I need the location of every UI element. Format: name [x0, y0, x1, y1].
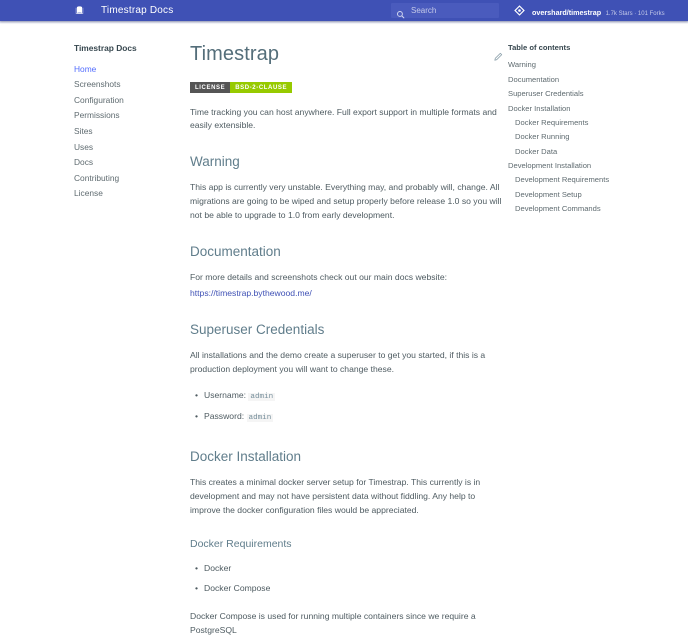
intro-paragraph: Time tracking you can host anywhere. Full export support in multiple formats and easily extensible. — [190, 106, 497, 131]
username-value: admin — [250, 392, 274, 401]
search-box[interactable] — [391, 3, 499, 18]
book-icon — [74, 4, 85, 17]
repo-link[interactable] — [513, 2, 665, 19]
sidebar-item-permissions[interactable]: Permissions — [74, 110, 120, 121]
list-item-password — [204, 406, 508, 428]
pencil-edit-icon[interactable] — [493, 49, 504, 60]
toc-item-development-installation[interactable]: Development Installation — [508, 161, 592, 171]
heading-documentation: Documentation — [190, 244, 281, 260]
password-label: Password: — [204, 411, 245, 422]
app-bar — [0, 0, 688, 21]
password-value: admin — [248, 414, 272, 423]
toc-item-development-commands[interactable]: Development Commands — [515, 204, 601, 214]
list-item-username — [204, 385, 508, 407]
docker-installation-paragraph: This creates a minimal docker server setup for Timestrap. This currently is in development and may not have persistent data without fiddling. Any help to improve the docker configuration files would be appreciated. — [190, 477, 481, 515]
search-input[interactable] — [411, 6, 494, 15]
username-label: Username: — [204, 389, 247, 400]
toc-item-docker-requirements[interactable]: Docker Requirements — [515, 117, 589, 127]
repo-name: overshard/timestrap — [532, 8, 602, 17]
superuser-paragraph: All installations and the demo create a superuser to get you started, if this is a production deployment you will want to change these. — [190, 349, 486, 374]
heading-docker-requirements: Docker Requirements — [190, 537, 292, 550]
toc-item-superuser-credentials[interactable]: Superuser Credentials — [508, 89, 584, 99]
sidebar-item-sites[interactable]: Sites — [74, 125, 93, 136]
sidebar-item-license[interactable]: License — [74, 188, 103, 199]
documentation-paragraph: For more details and screenshots check out our main docs website: — [190, 272, 447, 283]
list-item: • Docker Compose — [204, 578, 508, 598]
toc-heading: Table of contents — [508, 43, 571, 52]
toc-item-docker-installation[interactable]: Docker Installation — [508, 103, 571, 113]
license-badge-label: LICENSE — [190, 82, 230, 93]
sidebar-item-docs[interactable]: Docs — [74, 157, 94, 168]
sidebar-item-uses[interactable]: Uses — [74, 141, 94, 152]
left-sidebar — [0, 43, 185, 515]
docs-website-link[interactable]: https://timestrap.bythewood.me/ — [190, 288, 312, 299]
search-icon — [396, 6, 405, 15]
license-badge-value: BSD-2-CLAUSE — [230, 82, 292, 93]
toc-item-documentation[interactable]: Documentation — [508, 74, 560, 84]
sidebar-item-screenshots[interactable]: Screenshots — [74, 79, 121, 90]
table-of-contents — [508, 43, 688, 515]
sidebar-item-contributing[interactable]: Contributing — [74, 172, 120, 183]
toc-item-docker-running[interactable]: Docker Running — [515, 132, 570, 142]
page-body — [0, 24, 688, 635]
toc-item-docker-data[interactable]: Docker Data — [515, 146, 558, 156]
warning-paragraph: This app is currently very unstable. Everything may, and probably will, change. All migrations are going to be wiped and setup properly before release 1.0 so you will not be able to upgrade to 1.0 from early development. — [190, 182, 502, 221]
sidebar-heading: Timestrap Docs — [74, 43, 137, 53]
docker-requirements-list — [190, 558, 508, 598]
heading-superuser-credentials: Superuser Credentials — [190, 321, 325, 337]
list-item: • Docker — [204, 558, 508, 578]
license-badge[interactable] — [190, 82, 292, 93]
toc-item-development-setup[interactable]: Development Setup — [515, 189, 582, 199]
repo-stats: 1.7k Stars · 101 Forks — [605, 11, 665, 17]
title-row — [190, 43, 508, 66]
toc-item-development-requirements[interactable]: Development Requirements — [515, 175, 610, 185]
toc-item-warning[interactable]: Warning — [508, 60, 536, 70]
sidebar-item-configuration[interactable]: Configuration — [74, 94, 124, 105]
credentials-list — [190, 385, 508, 428]
main-content — [185, 43, 508, 635]
git-diamond-icon — [513, 4, 526, 17]
brand-title[interactable]: Timestrap Docs — [101, 5, 174, 16]
heading-docker-installation: Docker Installation — [190, 449, 302, 465]
page-title: Timestrap — [190, 43, 280, 65]
sidebar-item-home[interactable]: Home — [74, 63, 97, 74]
heading-warning: Warning — [190, 154, 240, 170]
docker-compose-paragraph: Docker Compose is used for running multiple containers since we require a PostgreSQL — [190, 610, 476, 635]
